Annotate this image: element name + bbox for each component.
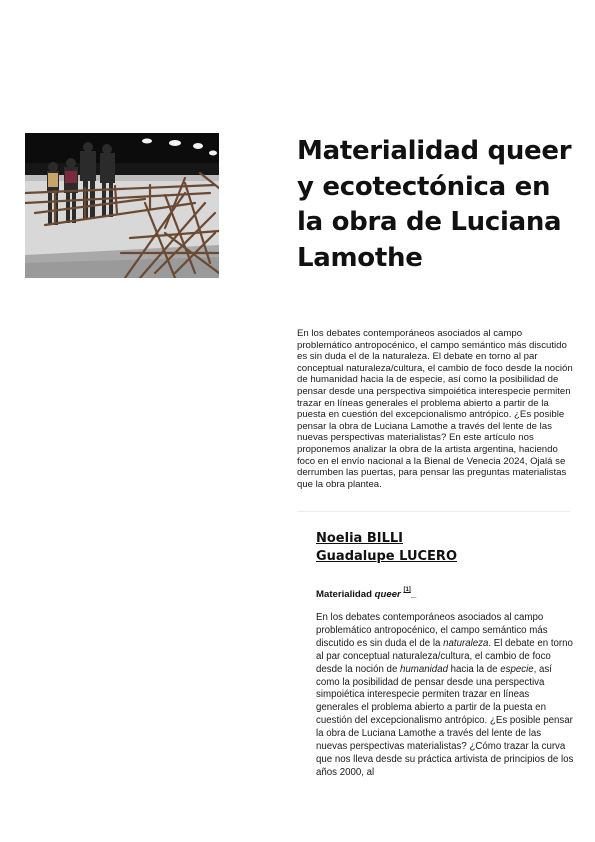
footnote-link[interactable] <box>403 587 410 593</box>
article-body <box>316 612 574 780</box>
section-heading-text: Materialidad <box>316 589 375 600</box>
body-text-segment: En los debates contemporáneos asociados al campo problemático antropocénico, el campo semántico más discutido es sin duda el de la <box>316 612 548 649</box>
article-title: Materialidad queer y ecotectónica en la obra de Luciana Lamothe <box>297 136 572 273</box>
footnote-mark: _ <box>410 589 417 600</box>
section-divider <box>297 511 570 512</box>
body-text-emphasis: humanidad <box>400 663 448 675</box>
author-link[interactable]: Noelia BILLI <box>316 531 403 546</box>
section-heading-italic: queer <box>374 589 401 600</box>
body-text-segment: . El debate en torno al par conceptual naturaleza/cultura, el cambio de foco desde la noción de <box>316 637 573 675</box>
section-heading <box>316 584 416 601</box>
artwork-photo-illustration <box>25 133 219 278</box>
body-text-emphasis: naturaleza <box>443 637 489 649</box>
body-text-segment: , así como la posibilidad de pensar desde una perspectiva simpoiética interespecie permiten trazar en líneas generales el problema abierto a partir de la puesta en cuestión del excepcionalismo antrópico. ¿Es posible pensar la obra de Luciana Lamothe a través del lente de las nuevas perspectivas materialistas? ¿Cómo trazar la curva que nos lleva desde su práctica artivista de principios de los años 2000, al <box>316 663 574 778</box>
article-abstract: En los debates contemporáneos asociados al campo problemático antropocénico, el campo semántico más discutido es sin duda el de la naturaleza. El debate en torno al par conceptual naturaleza/cultura, el cambio de foco desde la noción de humanidad hacia la de especie, así como la posibilidad de pensar desde una perspectiva simpoiética interespecie permiten trazar en líneas generales el problema abierto a partir de la puesta en cuestión del excepcionalismo antrópico. ¿Es posible pensar la obra de Luciana Lamothe a través del lente de las nuevas perspectivas materialistas? En este artículo nos proponemos analizar la obra de la artista argentina, haciendo foco en el envío nacional a la Bienal de Venecia 2024, Ojalá se derrumben las puertas, para pensar las preguntas materialistas que la obra plantea. <box>297 328 573 490</box>
artwork-photo <box>25 133 219 278</box>
body-text-emphasis: especie <box>500 663 534 675</box>
footnote-ref[interactable]: [1] <box>403 587 411 593</box>
body-text-segment: hacia la de <box>447 663 501 675</box>
author-link[interactable]: Guadalupe LUCERO <box>316 549 457 564</box>
author-list <box>316 530 457 566</box>
